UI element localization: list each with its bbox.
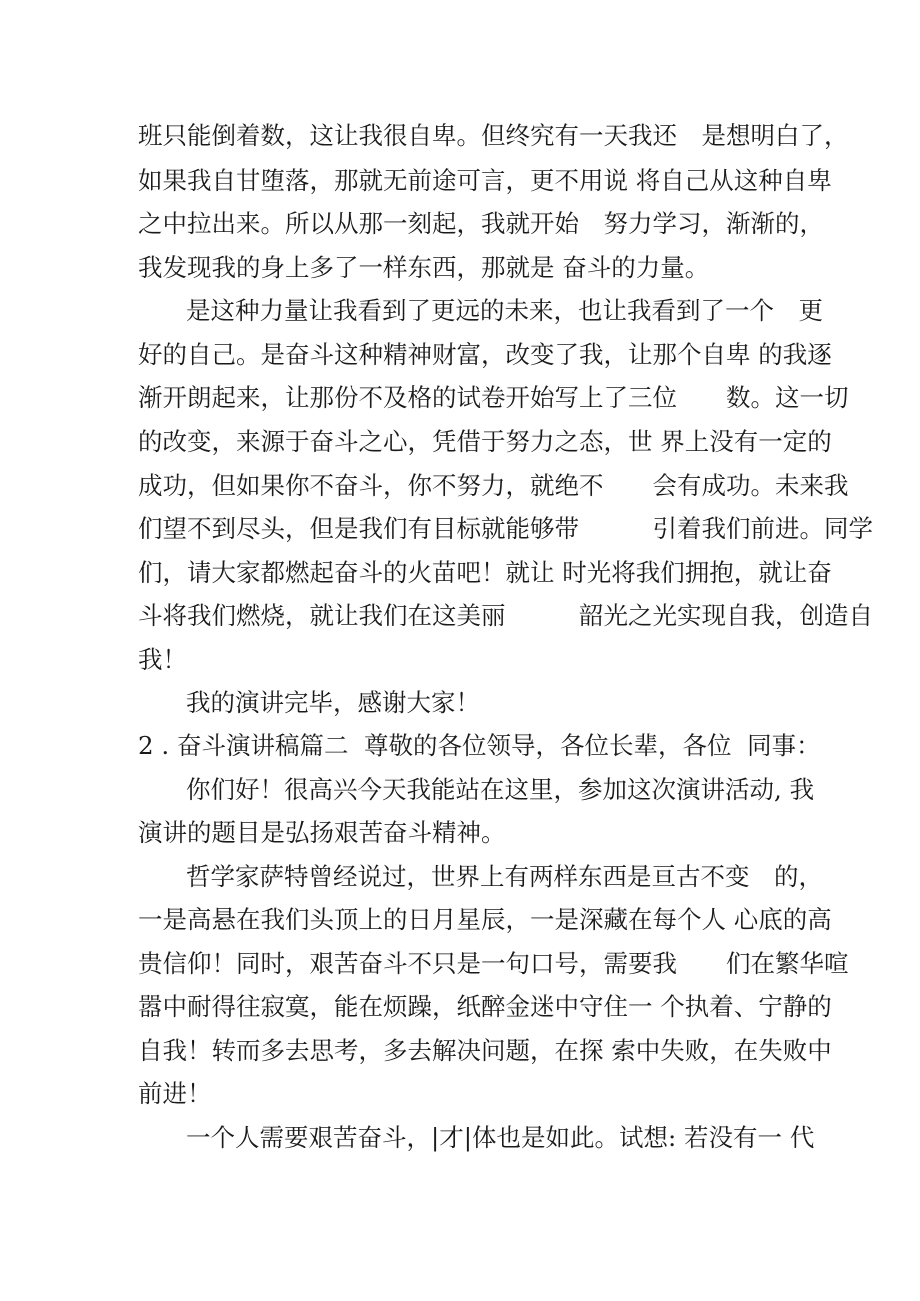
text-line: 们，请大家都燃起奋斗的火苗吧！就让 时光将我们拥抱，就让奋	[138, 558, 832, 587]
text-line: 一是高悬在我们头顶上的日月星辰，一是深藏在每个人 心底的高	[138, 905, 832, 934]
text-line: 前进！	[138, 1079, 212, 1108]
text-line: 我的演讲完毕，感谢大家！	[186, 688, 480, 717]
text-line: 成功，但如果你不奋斗，你不努力，就绝不 会有成功。未来我	[138, 471, 849, 500]
text-line: 是这种力量让我看到了更远的未来，也让我看到了一个 更	[186, 296, 823, 325]
text-line: 班只能倒着数，这让我很自卑。但终究有一天我还 是想明白了，	[138, 121, 849, 150]
text-line: 斗将我们燃烧，就让我们在这美丽 韶光之光实现自我，创造自	[138, 601, 873, 630]
text-line: 如果我自甘堕落，那就无前途可言，更不用说 将自己从这种自卑	[138, 166, 832, 195]
text-line: 贵信仰！同时，艰苦奋斗不只是一句口号，需要我 们在繁华喧	[138, 949, 849, 978]
text-line: 渐开朗起来，让那份不及格的试卷开始写上了三位 数。这一切	[138, 383, 849, 412]
text-line: 你们好！很高兴今天我能站在这里，参加这次演讲活动, 我	[186, 775, 815, 804]
text-line: 的改变，来源于奋斗之心，凭借于努力之态，世 界上没有一定的	[138, 427, 832, 456]
text-line: 们望不到尽头，但是我们有目标就能够带 引着我们前进。同学	[138, 514, 873, 543]
text-line: 演讲的题目是弘扬艰苦奋斗精神。	[138, 818, 506, 847]
text-line: 哲学家萨特曾经说过，世界上有两样东西是亘古不变 的，	[186, 862, 823, 891]
text-line: 我发现我的身上多了一样东西，那就是 奋斗的力量。	[138, 253, 710, 282]
text-line: 嚣中耐得往寂寞，能在烦躁，纸醉金迷中守住一 个执着、宁静的	[138, 992, 832, 1021]
text-line: 2 . 奋斗演讲稿篇二 尊敬的各位领导，各位长辈，各位 同事：	[138, 731, 821, 760]
text-line: 之中拉出来。所以从那一刻起，我就开始 努力学习，渐渐的，	[138, 209, 824, 238]
text-line: 一个人需要艰苦奋斗，|才|体也是如此。试想: 若没有一 代	[186, 1123, 815, 1152]
text-line: 自我！转而多去思考，多去解决问题，在探 索中失败，在失败中	[138, 1036, 832, 1065]
text-line: 我！	[138, 645, 187, 674]
text-line: 好的自己。是奋斗这种精神财富，改变了我，让那个自卑 的我逐	[138, 340, 832, 369]
